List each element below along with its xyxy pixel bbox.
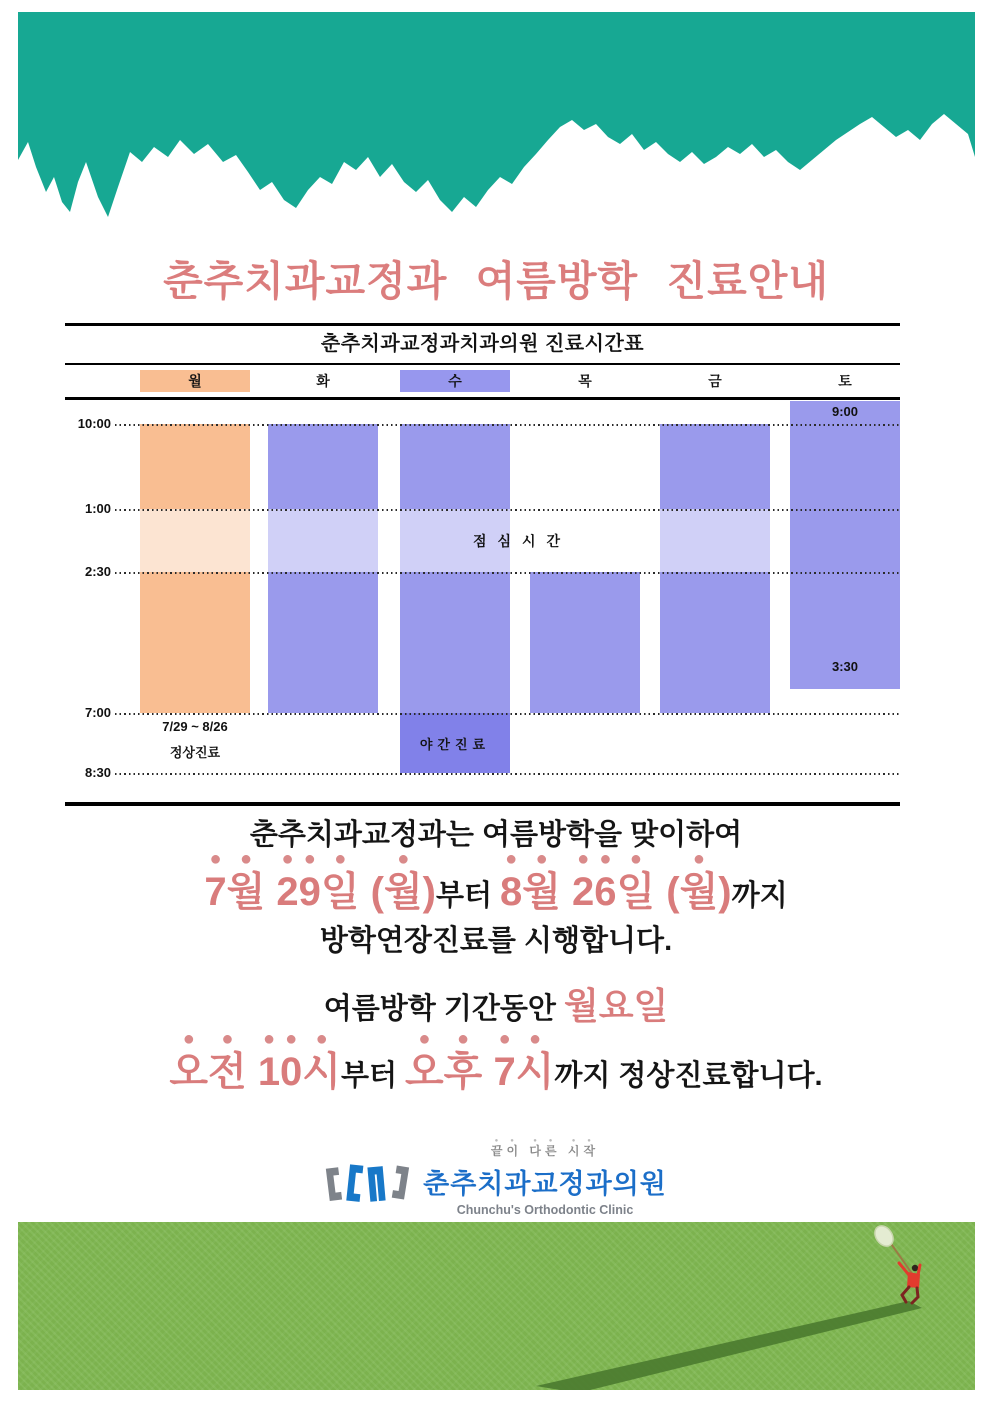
schedule-bar-thu: [530, 572, 640, 713]
clinic-logo-text: [423, 1138, 667, 1217]
night-care-block: [400, 713, 510, 773]
notice-close-time: 오후 7시: [405, 1050, 555, 1094]
lunch-break-mon: [140, 509, 250, 572]
day-header-row: [65, 365, 900, 400]
day-label-sat: 토: [838, 373, 852, 389]
gridline-10-00: [115, 424, 900, 426]
notice-line-2-end: 까지: [731, 880, 788, 912]
notice-open-time: 오전 10시: [169, 1050, 341, 1094]
clinic-tagline: 끝이 다른 시작: [490, 1144, 600, 1158]
notice-line-4: [0, 978, 992, 1029]
person-shadow: [536, 1301, 922, 1390]
time-label-2-30: 2:30: [84, 564, 111, 579]
butterfly-catcher-person: [871, 1222, 920, 1303]
schedule-bar-tue: [268, 424, 378, 713]
timetable-chart: [65, 323, 900, 806]
day-label-thu: 목: [578, 373, 592, 389]
torn-paper-banner: [18, 12, 975, 227]
notice-line-3: [0, 918, 992, 959]
saturday-end-label: 3:30: [831, 659, 859, 674]
notice-monday-em: 월요일: [563, 985, 669, 1026]
gridline-2-30: [115, 572, 900, 574]
notice-start-date: 7월 29일 (월): [204, 870, 436, 914]
timetable-plot: [65, 400, 900, 806]
schedule-bar-mon: [140, 424, 250, 713]
schedule-bar-fri: [660, 424, 770, 713]
monday-period-note: 7/29 ~ 8/26: [162, 719, 228, 734]
notice-line-4-start: 여름방학 기간동안: [323, 993, 564, 1025]
day-label-mon: 월: [140, 370, 250, 392]
notice-line-5-mid: 부터: [340, 1060, 406, 1092]
grass-footer: [18, 1222, 975, 1390]
saturday-start-label: 9:00: [831, 404, 859, 419]
butterfly-catcher-illustration: [18, 1222, 975, 1390]
schedule-bar-sat: [790, 401, 900, 689]
gridline-1-00: [115, 509, 900, 511]
clinic-name-english: Chunchu's Orthodontic Clinic: [456, 1203, 634, 1217]
poster-title: 춘추치과교정과 여름방학 진료안내: [163, 258, 829, 304]
time-label-1-00: 1:00: [84, 501, 111, 516]
day-label-fri: 금: [708, 373, 722, 389]
lunch-time-label: 점심시간: [472, 533, 572, 549]
day-label-tue: 화: [316, 373, 330, 389]
day-label-wed: 수: [400, 370, 510, 392]
notice-line-5: [0, 1028, 992, 1097]
notice-end-date: 8월 26일 (월): [500, 870, 732, 914]
notice-line-2-mid: 부터: [435, 880, 501, 912]
timetable-title: 춘추치과교정과치과의원 진료시간표: [65, 326, 900, 365]
lunch-break-fri: [660, 509, 770, 572]
clinic-logo-mark-icon: [325, 1158, 411, 1212]
schedule-bar-wed: [400, 424, 510, 773]
notice-line-5-end: 까지 정상진료합니다.: [554, 1060, 823, 1092]
monday-normal-care-note: 정상진료: [169, 745, 221, 760]
night-care-label: 야간진료: [419, 736, 491, 752]
lunch-break-tue: [268, 509, 378, 572]
clinic-name: 춘추치과교정과의원: [423, 1169, 667, 1199]
time-label-10-00: 10:00: [77, 416, 111, 431]
time-label-7-00: 7:00: [84, 705, 111, 720]
notice-line-1: [0, 812, 992, 853]
clinic-logo: [0, 1138, 992, 1217]
gridline-8-30: [115, 773, 900, 775]
gridline-7-00: [115, 713, 900, 715]
time-label-8-30: 8:30: [84, 765, 111, 780]
notice-line-2: [0, 848, 992, 917]
notice-line-1-text: 춘추치과교정과는 여름방학을 맞이하여: [249, 819, 743, 851]
notice-line-3-text: 방학연장진료를 시행합니다.: [319, 925, 673, 957]
